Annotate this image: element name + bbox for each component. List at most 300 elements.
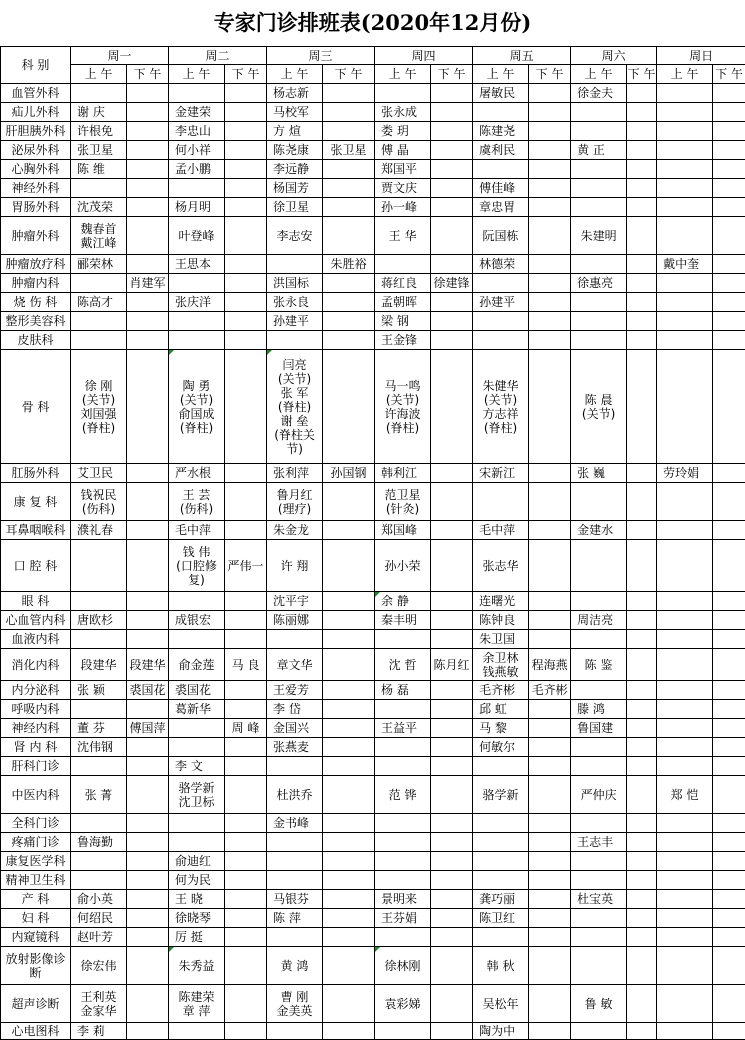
pm-doctor-cell [713, 738, 745, 757]
dept-name: 肝科门诊 [1, 757, 71, 776]
pm-doctor-cell [627, 521, 657, 540]
pm-doctor-cell [225, 757, 267, 776]
table-row [1, 141, 745, 160]
am-doctor-cell: 李忠山 [169, 122, 225, 141]
dept-name: 眼 科 [1, 592, 71, 611]
dept-name: 肾 内 科 [1, 738, 71, 757]
am-doctor-cell: 孙小荣 [375, 540, 431, 592]
am-doctor-cell: 韩 秋 [473, 947, 529, 985]
pm-doctor-cell [713, 909, 745, 928]
pm-doctor-cell [323, 630, 375, 649]
dept-name: 内分泌科 [1, 681, 71, 700]
pm-doctor-cell [323, 700, 375, 719]
pm-doctor-cell [713, 947, 745, 985]
table-row [1, 1023, 745, 1040]
am-doctor-cell [657, 700, 713, 719]
pm-doctor-cell [127, 540, 169, 592]
pm-doctor-cell [713, 350, 745, 464]
am-doctor-cell: 陈建尧 [473, 122, 529, 141]
am-doctor-cell: 王 晓 [169, 890, 225, 909]
am-doctor-cell [657, 483, 713, 521]
am-doctor-cell: 陈尧康 [267, 141, 323, 160]
pm-doctor-cell [323, 331, 375, 350]
pm-doctor-cell [431, 630, 473, 649]
dept-name: 肿瘤内科 [1, 274, 71, 293]
pm-doctor-cell [529, 947, 571, 985]
am-doctor-cell: 沈 哲 [375, 649, 431, 681]
am-doctor-cell: 张永成 [375, 103, 431, 122]
am-header: 上 午 [169, 65, 225, 84]
pm-doctor-cell [127, 630, 169, 649]
am-doctor-cell: 邱 虹 [473, 700, 529, 719]
pm-doctor-cell [127, 464, 169, 483]
pm-doctor-cell [431, 179, 473, 198]
pm-doctor-cell [323, 312, 375, 331]
am-doctor-cell: 陈 鉴 [571, 649, 627, 681]
am-doctor-cell [657, 141, 713, 160]
pm-header: 下 午 [431, 65, 473, 84]
am-doctor-cell [267, 255, 323, 274]
pm-doctor-cell [431, 217, 473, 255]
table-row [1, 611, 745, 630]
am-doctor-cell [571, 909, 627, 928]
am-doctor-cell: 韩利江 [375, 464, 431, 483]
am-doctor-cell [571, 814, 627, 833]
pm-doctor-cell [127, 122, 169, 141]
am-doctor-cell: 屠敏民 [473, 84, 529, 103]
am-doctor-cell: 杜宝英 [571, 890, 627, 909]
am-doctor-cell: 段建华 [71, 649, 127, 681]
am-doctor-cell [267, 1023, 323, 1040]
am-doctor-cell: 陈卫红 [473, 909, 529, 928]
am-doctor-cell: 张利萍 [267, 464, 323, 483]
pm-doctor-cell [127, 84, 169, 103]
am-doctor-cell: 范卫星 (针灸) [375, 483, 431, 521]
table-row [1, 293, 745, 312]
dept-name: 皮肤科 [1, 331, 71, 350]
pm-doctor-cell [431, 700, 473, 719]
am-doctor-cell [473, 852, 529, 871]
table-row [1, 776, 745, 814]
pm-doctor-cell [323, 540, 375, 592]
pm-doctor-cell [225, 681, 267, 700]
pm-doctor-cell [127, 738, 169, 757]
am-doctor-cell: 闫亮 (关节) 张 军 (脊柱) 谢 垒 (脊柱关 节) [267, 350, 323, 464]
pm-doctor-cell [225, 521, 267, 540]
dept-name: 呼吸内科 [1, 700, 71, 719]
pm-doctor-cell [431, 611, 473, 630]
am-doctor-cell [71, 852, 127, 871]
am-doctor-cell: 李志安 [267, 217, 323, 255]
pm-doctor-cell: 毛齐彬 [529, 681, 571, 700]
am-doctor-cell [657, 985, 713, 1023]
pm-doctor-cell [225, 331, 267, 350]
pm-doctor-cell [713, 719, 745, 738]
am-doctor-cell: 黄 正 [571, 141, 627, 160]
table-row [1, 521, 745, 540]
am-doctor-cell [267, 928, 323, 947]
pm-doctor-cell [529, 757, 571, 776]
am-doctor-cell [657, 871, 713, 890]
dept-name: 康 复 科 [1, 483, 71, 521]
am-doctor-cell [375, 700, 431, 719]
pm-doctor-cell [323, 350, 375, 464]
pm-doctor-cell [225, 103, 267, 122]
pm-doctor-cell [713, 103, 745, 122]
am-doctor-cell [657, 122, 713, 141]
pm-doctor-cell [431, 255, 473, 274]
am-doctor-cell [657, 909, 713, 928]
am-doctor-cell: 张庆洋 [169, 293, 225, 312]
day-header: 周日 [657, 47, 745, 65]
pm-doctor-cell [529, 141, 571, 160]
pm-doctor-cell [627, 947, 657, 985]
pm-doctor-cell [529, 592, 571, 611]
am-doctor-cell: 王思本 [169, 255, 225, 274]
am-doctor-cell: 余卫林 钱燕敏 [473, 649, 529, 681]
pm-doctor-cell [529, 217, 571, 255]
pm-doctor-cell [713, 833, 745, 852]
pm-doctor-cell [323, 738, 375, 757]
day-header: 周二 [169, 47, 267, 65]
am-doctor-cell [169, 592, 225, 611]
pm-doctor-cell [127, 103, 169, 122]
am-doctor-cell [267, 871, 323, 890]
pm-doctor-cell [323, 1023, 375, 1040]
am-doctor-cell: 王芬娟 [375, 909, 431, 928]
pm-doctor-cell [225, 852, 267, 871]
dept-name: 烧 伤 科 [1, 293, 71, 312]
pm-doctor-cell [431, 1023, 473, 1040]
pm-doctor-cell [127, 1023, 169, 1040]
pm-doctor-cell [713, 141, 745, 160]
am-doctor-cell: 何敏尔 [473, 738, 529, 757]
pm-doctor-cell [627, 700, 657, 719]
pm-doctor-cell [323, 122, 375, 141]
pm-doctor-cell [225, 141, 267, 160]
table-row [1, 985, 745, 1023]
pm-doctor-cell [713, 700, 745, 719]
am-doctor-cell: 朱健华 (关节) 方志祥 (脊柱) [473, 350, 529, 464]
dept-name: 肿瘤外科 [1, 217, 71, 255]
pm-doctor-cell [431, 947, 473, 985]
pm-doctor-cell [627, 103, 657, 122]
pm-doctor-cell [713, 521, 745, 540]
dept-name: 放射影像诊断 [1, 947, 71, 985]
pm-doctor-cell [431, 814, 473, 833]
am-doctor-cell [657, 611, 713, 630]
pm-doctor-cell [225, 179, 267, 198]
pm-doctor-cell: 张卫星 [323, 141, 375, 160]
pm-doctor-cell [127, 852, 169, 871]
dept-name: 疼痛门诊 [1, 833, 71, 852]
pm-header: 下 午 [127, 65, 169, 84]
am-doctor-cell: 滕 鸿 [571, 700, 627, 719]
pm-doctor-cell [713, 814, 745, 833]
pm-doctor-cell [323, 592, 375, 611]
pm-doctor-cell [323, 521, 375, 540]
dept-name: 肝胆胰外科 [1, 122, 71, 141]
pm-doctor-cell [627, 198, 657, 217]
am-doctor-cell [657, 84, 713, 103]
pm-doctor-cell [627, 890, 657, 909]
pm-doctor-cell [627, 909, 657, 928]
am-doctor-cell: 傅 晶 [375, 141, 431, 160]
table-row [1, 483, 745, 521]
am-doctor-cell: 金国兴 [267, 719, 323, 738]
am-doctor-cell [657, 350, 713, 464]
pm-doctor-cell [627, 540, 657, 592]
pm-doctor-cell [627, 331, 657, 350]
am-doctor-cell: 骆学新 [473, 776, 529, 814]
table-row [1, 312, 745, 331]
pm-doctor-cell [323, 719, 375, 738]
am-doctor-cell: 鲁国建 [571, 719, 627, 738]
pm-doctor-cell [127, 217, 169, 255]
pm-doctor-cell [627, 464, 657, 483]
am-doctor-cell: 娄 玥 [375, 122, 431, 141]
dept-name: 产 科 [1, 890, 71, 909]
pm-doctor-cell [529, 890, 571, 909]
pm-doctor-cell [323, 833, 375, 852]
am-doctor-cell [571, 160, 627, 179]
pm-doctor-cell [529, 179, 571, 198]
pm-doctor-cell [127, 592, 169, 611]
am-doctor-cell: 裘国花 [169, 681, 225, 700]
page-title: 专家门诊排班表(2020年12月份) [0, 0, 745, 46]
am-doctor-cell [571, 630, 627, 649]
am-doctor-cell: 马银芬 [267, 890, 323, 909]
am-doctor-cell [473, 757, 529, 776]
pm-doctor-cell [713, 592, 745, 611]
am-doctor-cell [571, 312, 627, 331]
am-doctor-cell: 黄 鸿 [267, 947, 323, 985]
am-doctor-cell: 毛齐彬 [473, 681, 529, 700]
pm-doctor-cell [323, 293, 375, 312]
pm-doctor-cell [431, 160, 473, 179]
am-doctor-cell: 龚巧丽 [473, 890, 529, 909]
pm-doctor-cell [627, 757, 657, 776]
pm-doctor-cell [431, 757, 473, 776]
pm-doctor-cell [323, 757, 375, 776]
pm-doctor-cell [431, 833, 473, 852]
am-doctor-cell [71, 331, 127, 350]
am-doctor-cell [657, 757, 713, 776]
am-doctor-cell [657, 198, 713, 217]
am-doctor-cell [473, 103, 529, 122]
am-doctor-cell [571, 122, 627, 141]
pm-doctor-cell [323, 84, 375, 103]
pm-doctor-cell [127, 909, 169, 928]
am-doctor-cell: 梁 钢 [375, 312, 431, 331]
pm-doctor-cell [225, 947, 267, 985]
pm-doctor-cell [323, 103, 375, 122]
am-doctor-cell: 朱建明 [571, 217, 627, 255]
pm-doctor-cell [627, 160, 657, 179]
am-doctor-cell: 张燕麦 [267, 738, 323, 757]
am-doctor-cell: 吴松年 [473, 985, 529, 1023]
am-doctor-cell: 秦丰明 [375, 611, 431, 630]
pm-doctor-cell [225, 890, 267, 909]
pm-doctor-cell [529, 293, 571, 312]
pm-doctor-cell [627, 141, 657, 160]
am-doctor-cell: 何小祥 [169, 141, 225, 160]
dept-name: 内窥镜科 [1, 928, 71, 947]
am-doctor-cell [375, 84, 431, 103]
am-doctor-cell: 朱卫国 [473, 630, 529, 649]
am-doctor-cell: 沈平宇 [267, 592, 323, 611]
dept-header: 科 别 [1, 47, 71, 84]
am-doctor-cell [571, 852, 627, 871]
pm-doctor-cell [225, 871, 267, 890]
am-doctor-cell [71, 312, 127, 331]
schedule-header [1, 47, 745, 84]
pm-doctor-cell [323, 776, 375, 814]
am-doctor-cell: 何为民 [169, 871, 225, 890]
am-doctor-cell [71, 757, 127, 776]
dept-name: 消化内科 [1, 649, 71, 681]
pm-doctor-cell [225, 350, 267, 464]
am-doctor-cell [657, 331, 713, 350]
am-doctor-cell [169, 833, 225, 852]
pm-doctor-cell [627, 852, 657, 871]
am-doctor-cell: 许根免 [71, 122, 127, 141]
am-doctor-cell: 张 菁 [71, 776, 127, 814]
am-doctor-cell [267, 852, 323, 871]
am-doctor-cell: 严仲庆 [571, 776, 627, 814]
am-doctor-cell: 阮国栋 [473, 217, 529, 255]
am-doctor-cell: 蒋红良 [375, 274, 431, 293]
am-doctor-cell: 孙建平 [267, 312, 323, 331]
am-doctor-cell [571, 738, 627, 757]
am-doctor-cell: 曹 刚 金美英 [267, 985, 323, 1023]
pm-doctor-cell [323, 681, 375, 700]
am-doctor-cell: 张 巍 [571, 464, 627, 483]
am-doctor-cell: 洪国标 [267, 274, 323, 293]
am-doctor-cell: 连曙光 [473, 592, 529, 611]
pm-doctor-cell [431, 719, 473, 738]
am-doctor-cell [571, 681, 627, 700]
pm-doctor-cell [529, 852, 571, 871]
pm-doctor-cell [713, 852, 745, 871]
pm-doctor-cell [713, 483, 745, 521]
am-doctor-cell [169, 84, 225, 103]
am-doctor-cell: 马一鸣 (关节) 许海波 (脊柱) [375, 350, 431, 464]
pm-doctor-cell [713, 871, 745, 890]
am-doctor-cell [473, 160, 529, 179]
am-doctor-cell [657, 833, 713, 852]
pm-doctor-cell [225, 217, 267, 255]
pm-doctor-cell [627, 630, 657, 649]
am-doctor-cell: 徐惠亮 [571, 274, 627, 293]
am-doctor-cell [657, 852, 713, 871]
pm-doctor-cell [225, 700, 267, 719]
pm-doctor-cell [713, 331, 745, 350]
am-doctor-cell: 陈丽娜 [267, 611, 323, 630]
pm-doctor-cell [225, 985, 267, 1023]
pm-doctor-cell [713, 649, 745, 681]
am-doctor-cell [571, 757, 627, 776]
am-doctor-cell [657, 274, 713, 293]
pm-doctor-cell [323, 179, 375, 198]
am-doctor-cell [657, 681, 713, 700]
pm-doctor-cell [627, 738, 657, 757]
pm-header: 下 午 [713, 65, 745, 84]
table-row [1, 681, 745, 700]
am-doctor-cell [571, 928, 627, 947]
pm-doctor-cell [529, 985, 571, 1023]
am-doctor-cell [169, 312, 225, 331]
am-doctor-cell [169, 274, 225, 293]
am-doctor-cell: 徐晓琴 [169, 909, 225, 928]
pm-doctor-cell [225, 122, 267, 141]
pm-doctor-cell [225, 1023, 267, 1040]
table-row [1, 649, 745, 681]
table-row [1, 947, 745, 985]
am-doctor-cell: 厉 挺 [169, 928, 225, 947]
pm-doctor-cell [431, 312, 473, 331]
pm-doctor-cell: 段建华 [127, 649, 169, 681]
am-doctor-cell [657, 649, 713, 681]
am-doctor-cell: 马 黎 [473, 719, 529, 738]
am-doctor-cell: 艾卫民 [71, 464, 127, 483]
pm-doctor-cell [127, 700, 169, 719]
pm-doctor-cell [225, 312, 267, 331]
am-doctor-cell: 俞小英 [71, 890, 127, 909]
dept-name: 精神卫生科 [1, 871, 71, 890]
am-doctor-cell [71, 630, 127, 649]
am-doctor-cell [169, 179, 225, 198]
pm-doctor-cell [627, 483, 657, 521]
dept-name: 疝儿外科 [1, 103, 71, 122]
pm-doctor-cell [323, 852, 375, 871]
am-doctor-cell: 郑国平 [375, 160, 431, 179]
am-doctor-cell [473, 814, 529, 833]
pm-doctor-cell [431, 909, 473, 928]
am-doctor-cell: 鲁 敏 [571, 985, 627, 1023]
pm-doctor-cell [225, 198, 267, 217]
table-row [1, 540, 745, 592]
pm-doctor-cell [127, 331, 169, 350]
table-row [1, 84, 745, 103]
table-row [1, 757, 745, 776]
pm-doctor-cell [529, 611, 571, 630]
pm-doctor-cell [627, 649, 657, 681]
am-doctor-cell [657, 1023, 713, 1040]
pm-doctor-cell [713, 274, 745, 293]
am-doctor-cell: 李 岱 [267, 700, 323, 719]
pm-doctor-cell [431, 681, 473, 700]
pm-doctor-cell [713, 757, 745, 776]
pm-doctor-cell [713, 630, 745, 649]
am-doctor-cell: 戴中奎 [657, 255, 713, 274]
dept-name: 神经内科 [1, 719, 71, 738]
pm-doctor-cell: 严伟一 [225, 540, 267, 592]
am-doctor-cell: 杨国芳 [267, 179, 323, 198]
dept-name: 心血管内科 [1, 611, 71, 630]
pm-doctor-cell [225, 909, 267, 928]
dept-name: 血液内科 [1, 630, 71, 649]
am-header: 上 午 [267, 65, 323, 84]
dept-name: 妇 科 [1, 909, 71, 928]
am-doctor-cell [657, 521, 713, 540]
pm-doctor-cell [627, 255, 657, 274]
am-doctor-cell: 陈建荣 章 萍 [169, 985, 225, 1023]
pm-doctor-cell [127, 160, 169, 179]
pm-doctor-cell [127, 179, 169, 198]
am-doctor-cell: 郑国峰 [375, 521, 431, 540]
pm-doctor-cell [127, 757, 169, 776]
